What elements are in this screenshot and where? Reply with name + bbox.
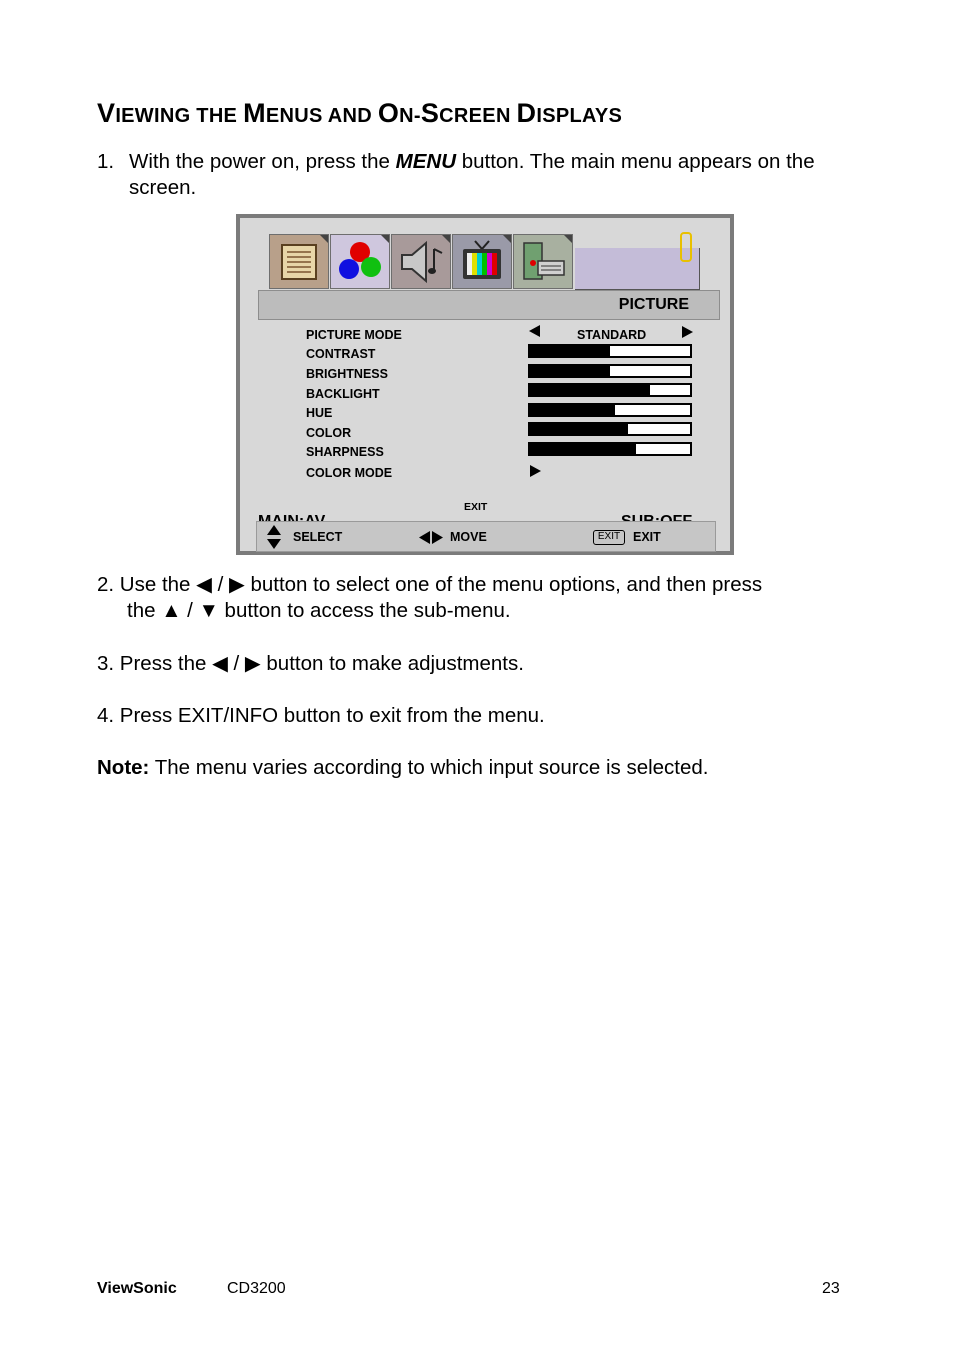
- slider-fill: [530, 424, 628, 434]
- menu-item-color[interactable]: COLOR: [306, 426, 352, 440]
- step1-text: With the power on, press the MENU button. The main menu appears on the screen.: [129, 150, 815, 199]
- osd-tab-audio: [391, 234, 451, 289]
- menu-item-hue[interactable]: HUE: [306, 406, 333, 420]
- menu-item-brightness[interactable]: BRIGHTNESS: [306, 367, 388, 381]
- slider-fill: [530, 405, 615, 415]
- section-heading: VIEWING THE MENUS AND ON-SCREEN DISPLAYS: [97, 98, 623, 128]
- step1-number: 1.: [97, 150, 115, 173]
- color-mode-arrow-icon[interactable]: [530, 465, 541, 477]
- footer-model: CD3200: [227, 1280, 286, 1297]
- footer-brand: ViewSonic: [97, 1280, 177, 1297]
- backlight-slider[interactable]: [528, 383, 692, 397]
- hue-slider[interactable]: [528, 403, 692, 417]
- osd-tab-tv: [452, 234, 512, 289]
- osd-panel: [240, 218, 730, 551]
- left-right-arrows-icon: [419, 531, 443, 544]
- osd-tab-picture: [330, 234, 390, 289]
- slider-fill: [530, 366, 610, 376]
- exit-label: EXIT: [633, 530, 661, 544]
- step4-text: 4. Press EXIT/INFO button to exit from the menu.: [97, 704, 545, 727]
- contrast-slider[interactable]: [528, 344, 692, 358]
- osd-help-bar: [256, 521, 716, 552]
- select-label: SELECT: [293, 530, 343, 544]
- move-label: MOVE: [450, 530, 487, 544]
- menu-item-contrast[interactable]: CONTRAST: [306, 347, 376, 361]
- picture-mode-value: STANDARD: [577, 328, 647, 342]
- brightness-slider[interactable]: [528, 364, 692, 378]
- sharpness-slider[interactable]: [528, 442, 692, 456]
- menu-item-picture-mode[interactable]: PICTURE MODE: [306, 328, 402, 342]
- menu-item-color-mode[interactable]: COLOR MODE: [306, 466, 393, 480]
- note-text: Note: The menu varies according to which input source is selected.: [97, 756, 709, 779]
- pin-icon: [680, 232, 692, 262]
- menu-key-label: MENU: [395, 150, 456, 173]
- exit-key-icon: EXIT: [593, 530, 625, 545]
- osd-title-bar: [258, 290, 720, 320]
- slider-fill: [530, 346, 610, 356]
- page-number: 23: [822, 1280, 840, 1297]
- osd-exit-hint: EXIT: [464, 501, 488, 513]
- osd-screenshot: [236, 214, 734, 555]
- slider-fill: [530, 385, 650, 395]
- left-arrow-icon[interactable]: [529, 325, 540, 337]
- slider-fill: [530, 444, 636, 454]
- menu-item-sharpness[interactable]: SHARPNESS: [306, 445, 384, 459]
- osd-tab-setup: [513, 234, 573, 289]
- color-slider[interactable]: [528, 422, 692, 436]
- osd-title: PICTURE: [618, 296, 689, 313]
- menu-item-backlight[interactable]: BACKLIGHT: [306, 387, 380, 401]
- up-down-arrows-icon: [267, 525, 281, 549]
- osd-tab-menu-icon: [269, 234, 329, 289]
- step3-text: 3. Press the ◀ / ▶ button to make adjustments.: [97, 652, 524, 675]
- step2-text: 2. Use the ◀ / ▶ button to select one of the menu options, and then press the ▲ / ▼ button to access the sub-menu.: [97, 573, 763, 622]
- right-arrow-icon[interactable]: [682, 326, 693, 338]
